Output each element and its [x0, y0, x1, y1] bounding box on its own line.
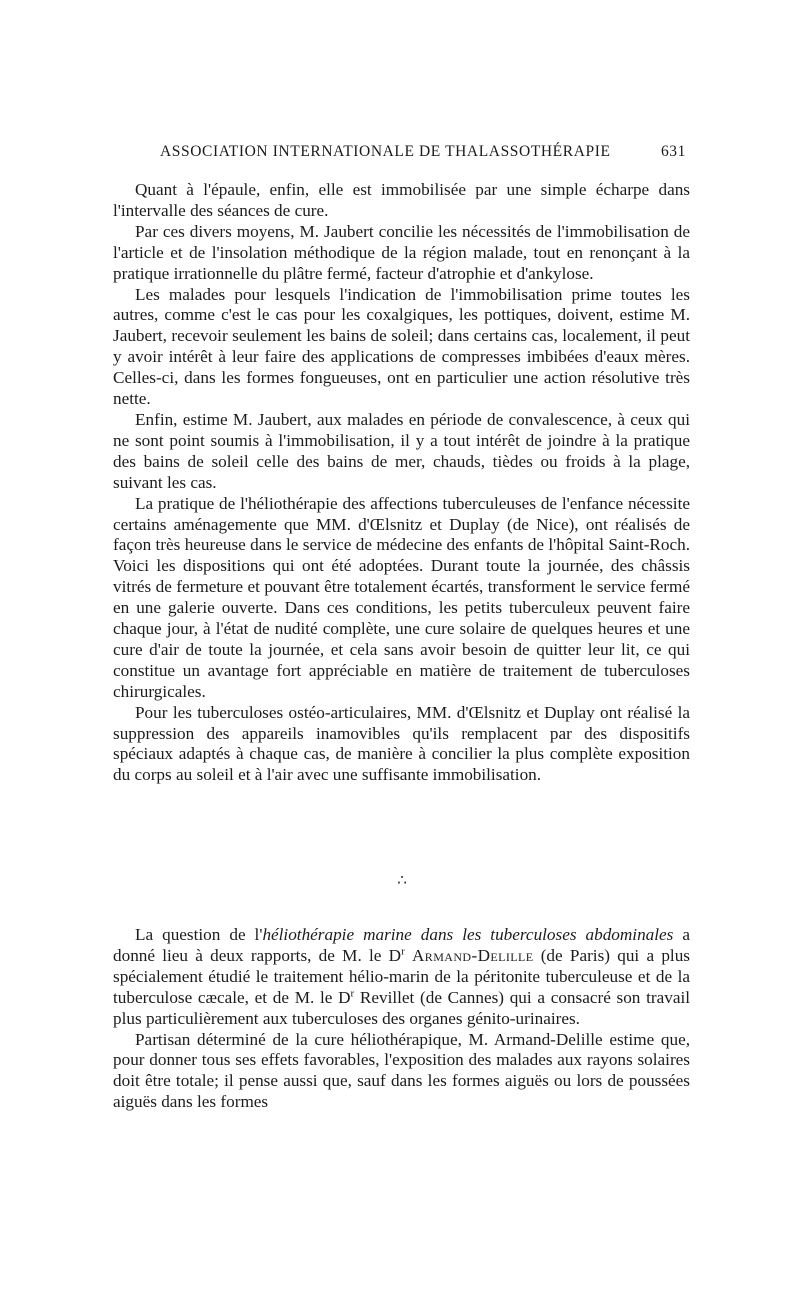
body-text-block	[113, 925, 690, 1113]
superscript: r	[401, 945, 405, 958]
paragraph: Les malades pour lesquels l'indication de l'immobilisation prime toutes les autres, comme c'est le cas pour les coxalgiques, les pottiques, doivent, estime M. Jaubert, recevoir seulement les bains de soleil; dans certains cas, localement, il peut y avoir intérêt à leur faire des applications de compresses imbibées d'eaux mères. Celles-ci, dans les formes fongueuses, ont en particulier une action résolutive très nette.	[113, 284, 690, 409]
page-number: 631	[660, 143, 686, 160]
running-title: ASSOCIATION INTERNATIONALE DE THALASSOTHÉRAPIE	[160, 143, 611, 160]
paragraph: Par ces divers moyens, M. Jaubert concilie les nécessités de l'immobilisation de l'article et de l'insolation méthodique de la région malade, tout en renonçant à la pratique irrationnelle du plâtre fermé, facteur d'atrophie et d'ankylose.	[113, 221, 690, 283]
paragraph-text: a donné lieu à deux rapports, de M. le D	[113, 925, 690, 965]
paragraph: Quant à l'épaule, enfin, elle est immobilisée par une simple écharpe dans l'intervalle des séances de cure.	[113, 180, 690, 220]
section-separator: ∴	[397, 871, 407, 889]
running-header	[160, 143, 686, 161]
paragraph-text: Revillet (de Cannes) qui a consacré son travail plus particulièrement aux tuberculoses des organes génito-urinaires.	[113, 987, 691, 1028]
paragraph: Partisan déterminé de la cure héliothérapique, M. Armand-Delille estime que, pour donner tous ses effets favorables, l'exposition des malades aux rayons solaires doit être totale; il pense aussi que, sauf dans les formes aiguës ou lors de poussées aiguës dans les formes	[113, 1029, 690, 1112]
paragraph-text: (de Paris) qui a plus spécialement étudié le traitement hélio-marin de la péritonite tuberculeuse et de la tuberculose cæcale, et de M. le D	[113, 945, 690, 1007]
paragraph: Pour les tuberculoses ostéo-articulaires, MM. d'Œlsnitz et Duplay ont réalisé la suppression des appareils inamovibles qu'ils remplacent par des dispositifs spéciaux adaptés à chaque cas, de manière à concilier la plus complète exposition du corps au soleil et à l'air avec une suffisante immobilisation.	[113, 702, 690, 785]
paragraph-text: La question de l'	[135, 925, 263, 944]
paragraph: La pratique de l'héliothérapie des affections tuberculeuses de l'enfance nécessite certains aménagemente que MM. d'Œlsnitz et Duplay (de Nice), ont réalisés de façon très heureuse dans le service de médecine des enfants de l'hôpital Saint-Roch. Voici les dispositions qui ont été adoptées. Durant toute la journée, des châssis vitrés de fermeture et pouvant être totalement écartés, transforment le service fermé en une galerie ouverte. Dans ces conditions, les petits tuberculeux peuvent faire chaque jour, à l'état de nudité complète, une cure solaire de quelques heures et une cure d'air de toute la journée, et cela sans avoir besoin de quitter leur lit, ce qui constitue un avantage fort appréciable en matière de traitement de tuberculoses chirurgicales.	[113, 493, 690, 701]
paragraph	[113, 925, 690, 1030]
italic-topic: héliothérapie marine dans les tuberculoses abdominales	[262, 925, 674, 944]
paragraph: Enfin, estime M. Jaubert, aux malades en période de convalescence, à ceux qui ne sont point soumis à l'immobilisation, il y a tout intérêt de joindre à la pratique des bains de soleil celle des bains de mer, chauds, tièdes ou froids à la plage, suivant les cas.	[113, 409, 690, 492]
author-name: Armand-Delille	[411, 945, 534, 965]
body-text-block	[113, 180, 690, 786]
superscript: r	[350, 986, 355, 999]
